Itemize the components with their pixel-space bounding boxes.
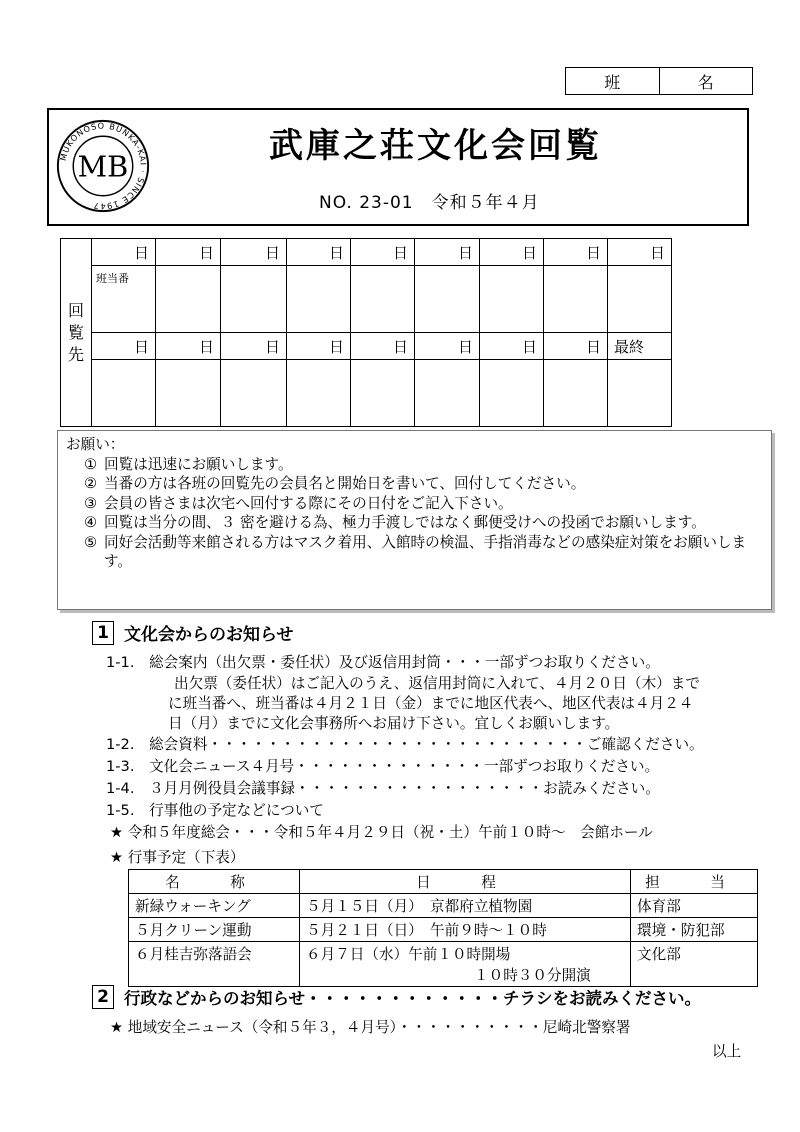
table-row: ６月桂吉弥落語会 ６月７日（水）午前１０時開場 １０時３０分開演 文化部 — [129, 942, 758, 987]
svg-text:MUKONOSO BUNKA-KAI · SINCE 194: MUKONOSO BUNKA-KAI · SINCE 1947 — [57, 120, 149, 212]
day-cell: 日 — [480, 333, 544, 360]
table-row: 新緑ウォーキング ５月１５日（月） 京都府立植物園 体育部 — [129, 894, 758, 918]
section-1-heading — [92, 620, 294, 645]
request-item: ④ 回覧は当分の間、３ 密を避ける為、極力手渡しではなく郵便受けへの投函でお願いします。 — [84, 514, 706, 531]
day-cell: 日 — [221, 333, 287, 360]
notice-line: に班当番へ、班当番は４月２１日（金）までに地区代表へ、地区代表は４月２４ — [168, 695, 694, 712]
column-header: 名 称 — [129, 870, 300, 894]
column-header: 担 当 — [631, 870, 758, 894]
request-item: ② 当番の方は各班の回覧先の会員名と開始日を書いて、回付してください。 — [84, 475, 586, 492]
page-title: 武庫之荘文化会回覧 — [269, 126, 602, 166]
closing-text: 以上 — [712, 1043, 742, 1060]
notice-line: ★ 地域安全ニュース（令和５年３，４月号）・・・・・・・・・・尼崎北警察署 — [110, 1019, 631, 1036]
circulation-table — [60, 238, 672, 427]
final-cell: 最終 — [608, 333, 672, 360]
notice-line: ★ 令和５年度総会・・・令和５年４月２９日（祝・土）午前１０時～ 会館ホール — [110, 824, 653, 841]
requests-box — [57, 430, 772, 610]
day-cell: 日 — [544, 239, 608, 266]
day-cell: 日 — [287, 333, 351, 360]
issue-number: NO. 23-01 令和５年４月 — [319, 193, 540, 213]
duty-note-cell: 班当番 — [92, 266, 156, 333]
notice-line: ★ 行事予定（下表） — [110, 849, 245, 866]
day-cell: 日 — [608, 239, 672, 266]
club-logo-icon — [55, 118, 151, 214]
day-cell: 日 — [415, 333, 480, 360]
day-cell: 日 — [156, 239, 221, 266]
notice-line: 出欠票（委任状）はご記入のうえ、返信用封筒に入れて、４月２０日（木）まで — [174, 675, 700, 692]
section-2-heading — [92, 985, 701, 1009]
request-item: ① 回覧は迅速にお願いします。 — [84, 455, 293, 473]
circulation-label: 回 覧 先 — [61, 239, 92, 427]
section-number: 1 — [92, 621, 114, 645]
schedule-table — [128, 869, 758, 987]
day-cell: 日 — [287, 239, 351, 266]
day-cell: 日 — [156, 333, 221, 360]
section-number: 2 — [92, 985, 114, 1009]
day-cell: 日 — [480, 239, 544, 266]
section-title: 行政などからのお知らせ・・・・・・・・・・・・チラシをお読みください。 — [124, 989, 702, 1008]
notice-line: 1-5. 行事他の予定などについて — [106, 802, 324, 819]
notice-line: 1-4. ３月月例役員会議事録・・・・・・・・・・・・・・・・・お読みください。 — [106, 780, 660, 797]
notice-line: 日（月）までに文化会事務所へお届け下さい。宜しくお願いします。 — [168, 715, 620, 732]
notice-line: 1-2. 総会資料・・・・・・・・・・・・・・・・・・・・・・・・・・ご確認ください。 — [106, 736, 704, 753]
day-cell: 日 — [544, 333, 608, 360]
notice-line: 1-1. 総会案内（出欠票・委任状）及び返信用封筒・・・一部ずつお取りください。 — [106, 654, 660, 671]
day-cell: 日 — [351, 239, 415, 266]
notice-line: 1-3. 文化会ニュース４月号・・・・・・・・・・・・・一部ずつお取りください。 — [106, 758, 660, 775]
section-title: 文化会からのお知らせ — [124, 625, 294, 645]
group-name-box — [565, 67, 753, 95]
table-row: ５月クリーン運動 ５月２１日（日） 午前９時～１０時 環境・防犯部 — [129, 918, 758, 942]
day-cell: 日 — [92, 333, 156, 360]
request-item: ③ 会員の皆さまは次宅へ回付する際にその日付をご記入下さい。 — [84, 494, 513, 512]
day-cell: 日 — [351, 333, 415, 360]
group-label: 班 — [566, 68, 660, 94]
day-cell: 日 — [415, 239, 480, 266]
column-header: 日 程 — [300, 870, 631, 894]
logo-initials: MB — [77, 149, 129, 184]
header-box — [47, 108, 749, 226]
requests-title: お願い： — [66, 436, 125, 453]
day-cell: 日 — [92, 239, 156, 266]
name-label: 名 — [697, 72, 714, 92]
day-cell: 日 — [221, 239, 287, 266]
request-item: ⑤ 同好会活動等来館される方はマスク着用、入館時の検温、手指消毒などの感染症対策をお願いします。 — [84, 533, 747, 570]
